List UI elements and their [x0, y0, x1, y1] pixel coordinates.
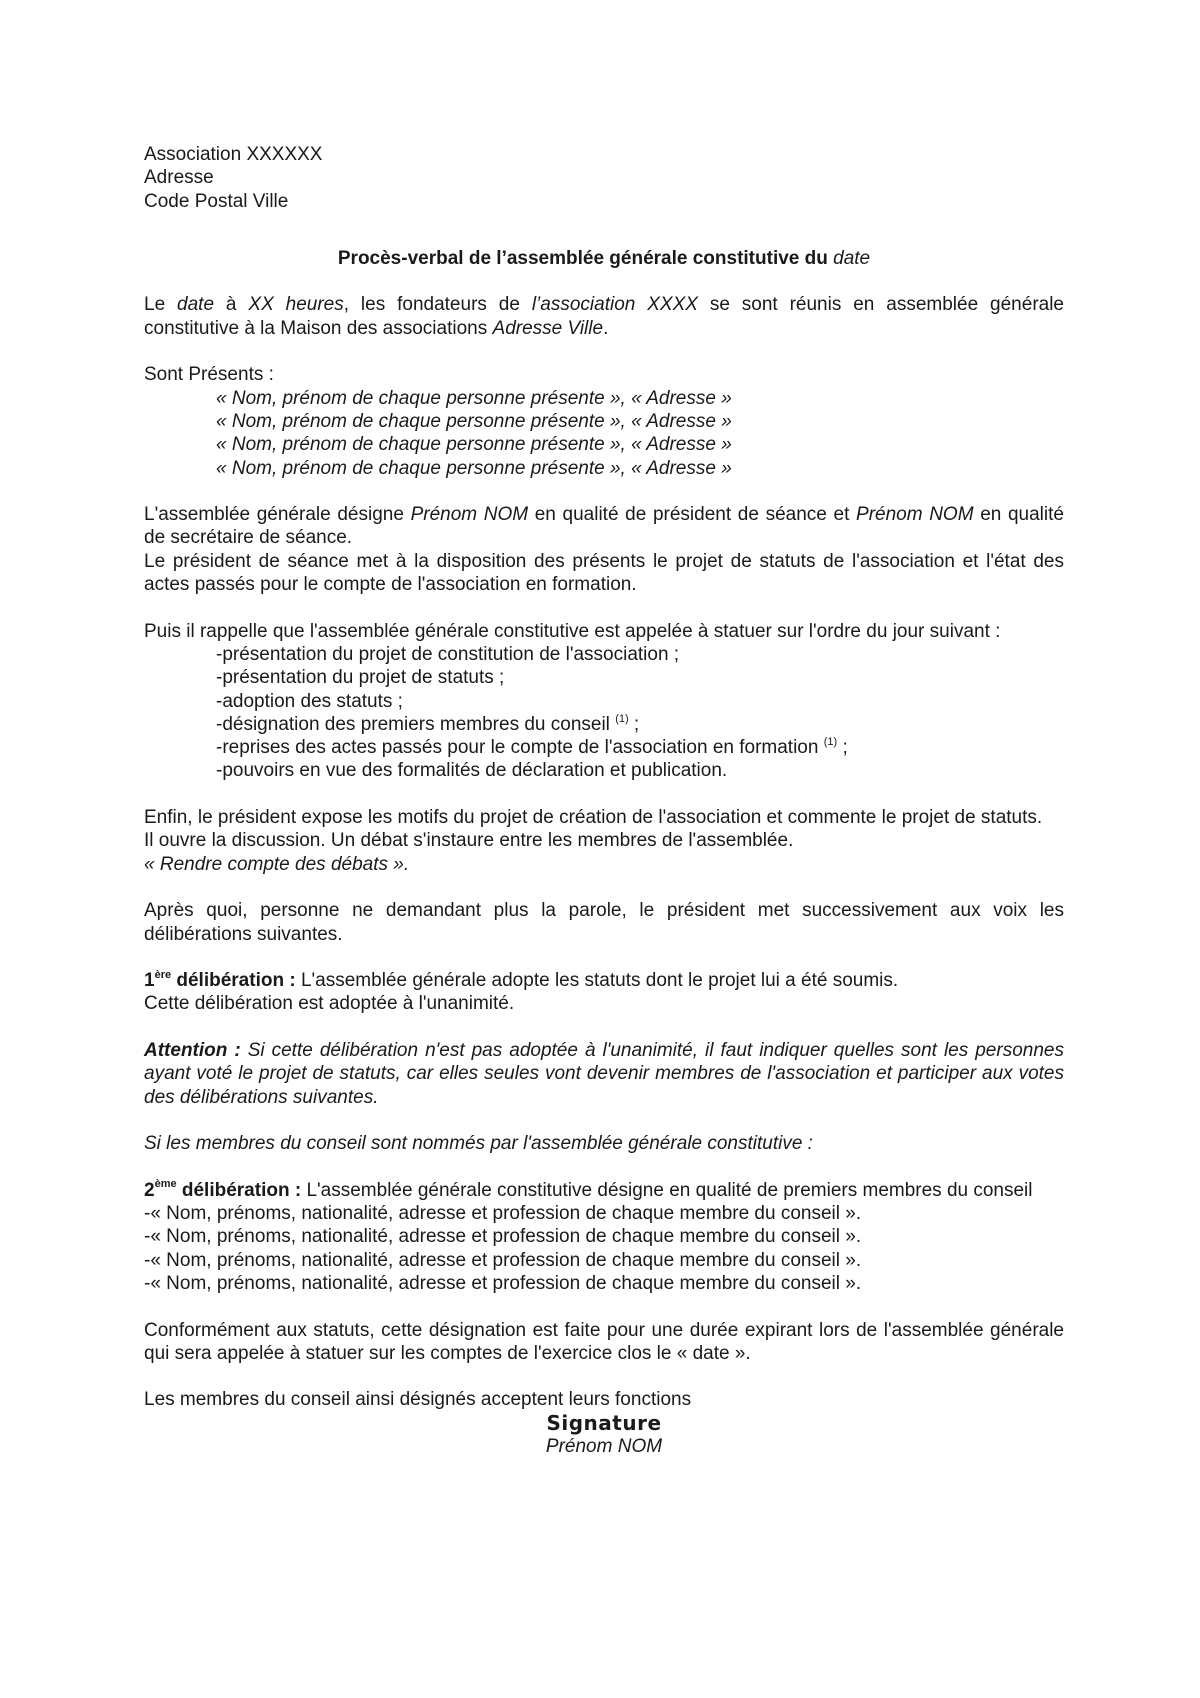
- vote-intro: Après quoi, personne ne demandant plus la parole, le président met successivement aux voix les délibérations suivantes.: [144, 900, 1064, 945]
- present-person: « Nom, prénom de chaque personne présente », « Adresse »: [216, 434, 732, 456]
- conseil-note: Si les membres du conseil sont nommés par l'assemblée générale constitutive :: [144, 1133, 813, 1155]
- conseil-member: -« Nom, prénoms, nationalité, adresse et profession de chaque membre du conseil ».: [144, 1249, 862, 1271]
- document-title: Procès-verbal de l’assemblée générale constitutive du date: [337, 247, 871, 269]
- agenda-item: -pouvoirs en vue des formalités de déclaration et publication.: [216, 760, 728, 782]
- footnote-mark: (1): [823, 735, 838, 748]
- association-name: Association XXXXXX: [144, 144, 323, 165]
- designation-paragraph: L'assemblée générale désigne Prénom NOM en qualité de président de séance et Prénom NOM en qualité de secrétaire de séance.: [144, 504, 1064, 549]
- attention-note: Attention : Si cette délibération n'est pas adoptée à l'unanimité, il faut indiquer quelles sont les personnes ayant voté le projet de statuts, car elles seules vont devenir membres de l'association et participer aux votes des délibérations suivantes.: [144, 1039, 1064, 1108]
- present-person: « Nom, prénom de chaque personne présente », « Adresse »: [216, 410, 732, 432]
- present-person: « Nom, prénom de chaque personne présente », « Adresse »: [216, 387, 732, 409]
- agenda-item: -désignation des premiers membres du conseil $^{(1)}$ ;: [216, 712, 640, 735]
- acceptance-line: Les membres du conseil ainsi désignés acceptent leurs fonctions: [144, 1389, 692, 1411]
- document-page: [144, 143, 1064, 1458]
- conseil-member: -« Nom, prénoms, nationalité, adresse et profession de chaque membre du conseil ».: [144, 1226, 862, 1248]
- header-block: [144, 143, 1064, 213]
- present-person: « Nom, prénom de chaque personne présente », « Adresse »: [216, 457, 732, 479]
- agenda-intro: Puis il rappelle que l'assemblée générale constitutive est appelée à statuer sur l'ordre du jour suivant :: [144, 620, 1001, 642]
- debate-report: « Rendre compte des débats ».: [144, 853, 410, 875]
- discussion-opening: Il ouvre la discussion. Un débat s'instaure entre les membres de l'assemblée.: [144, 830, 794, 852]
- agenda-item: -présentation du projet de statuts ;: [216, 667, 505, 689]
- conseil-member: -« Nom, prénoms, nationalité, adresse et profession de chaque membre du conseil ».: [144, 1203, 862, 1225]
- intro-paragraph: Le date à XX heures, les fondateurs de l’association XXXX se sont réunis en assemblée générale constitutive à la Maison des associations Adresse Ville.: [144, 294, 1065, 339]
- agenda-item: -adoption des statuts ;: [216, 690, 403, 712]
- deliberation-2: 2ème délibération : L'assemblée générale constitutive désigne en qualité de premiers membres du conseil: [144, 1178, 1033, 1201]
- signatory-name: Prénom NOM: [545, 1436, 663, 1458]
- footnote-mark: (1): [615, 712, 629, 725]
- deliberation-1-result: Cette délibération est adoptée à l'unanimité.: [144, 993, 515, 1015]
- discussion-paragraph: Enfin, le président expose les motifs du projet de création de l'association et commente le projet de statuts.: [144, 807, 1043, 829]
- association-postal-city: Code Postal Ville: [144, 190, 289, 212]
- agenda-item: -présentation du projet de constitution de l'association ;: [216, 643, 680, 665]
- deliberation-1: 1ère délibération : L'assemblée générale adopte les statuts dont le projet lui a été soumis.: [144, 968, 899, 992]
- association-address: Adresse: [144, 167, 214, 189]
- agenda-item: -reprises des actes passés pour le compte de l'association en formation $^{(1)}$ ;: [216, 735, 848, 759]
- title-date: date: [833, 247, 871, 269]
- statutes-disposition-paragraph: Le président de séance met à la disposition des présents le projet de statuts de l'association et l'état des actes passés pour le compte de l'association en formation.: [144, 550, 1064, 596]
- signature-label: Signature: [546, 1410, 662, 1435]
- conseil-member: -« Nom, prénoms, nationalité, adresse et profession de chaque membre du conseil ».: [144, 1272, 862, 1294]
- present-heading: Sont Présents :: [144, 364, 274, 386]
- conformity-paragraph: Conformément aux statuts, cette désignation est faite pour une durée expirant lors de l'assemblée générale qui sera appelée à statuer sur les comptes de l'exercice clos le « date ».: [144, 1319, 1064, 1364]
